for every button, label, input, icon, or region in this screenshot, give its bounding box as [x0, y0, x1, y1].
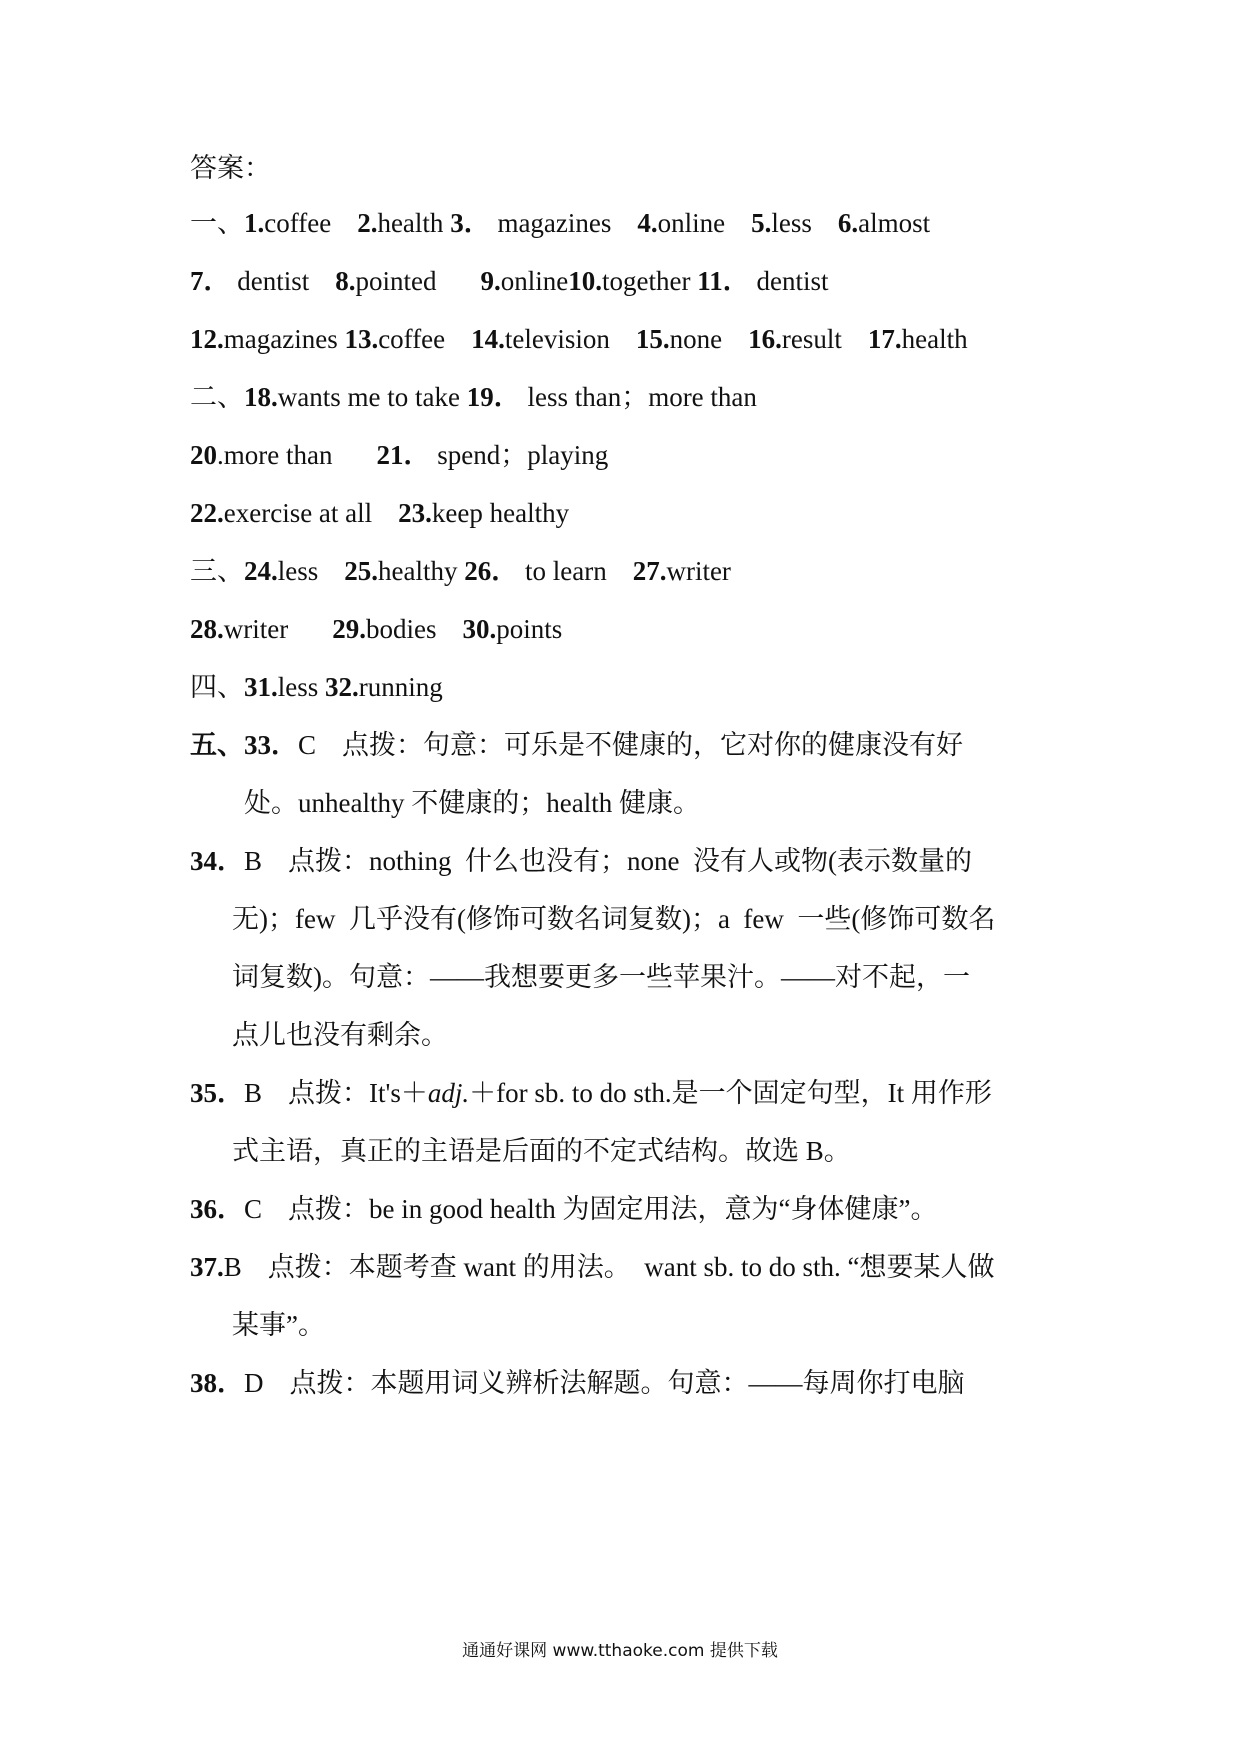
item-number: 4. [637, 208, 658, 238]
question-33-line-1 [190, 725, 963, 765]
item-number: 21． [376, 440, 431, 470]
section-3-line-1 [190, 551, 731, 591]
section-2-line-1 [190, 377, 757, 417]
item-number: 16. [748, 324, 782, 354]
answer: writer [223, 614, 289, 644]
item-number: 7． [190, 266, 231, 296]
explanation: 点拨：本题考查 want 的用法。 want sb. to do sth. “想要某人做 [267, 1252, 995, 1282]
question-38-line-1 [190, 1363, 965, 1403]
item-number: 5. [751, 208, 772, 238]
answer: online [657, 208, 726, 238]
section-1-line-3 [190, 319, 968, 359]
question-36-line-1 [190, 1189, 937, 1229]
item-number: 14. [471, 324, 505, 354]
item-number: 2. [357, 208, 378, 238]
item-number: 22. [190, 498, 224, 528]
item-number: 23. [398, 498, 432, 528]
answer: health [901, 324, 968, 354]
section-label: 三、 [190, 556, 244, 586]
question-34-line-4: 点儿也没有剩余。 [232, 1020, 448, 1050]
section-2-line-2 [190, 435, 608, 475]
answer: wants me to take [277, 382, 460, 412]
item-number: 3． [450, 208, 491, 238]
answer: keep healthy [431, 498, 570, 528]
answer: less [277, 556, 319, 586]
answer: none [669, 324, 723, 354]
explanation: 点拨：nothing 什么也没有；none 没有人或物(表示数量的 [288, 846, 972, 876]
question-34-line-2: 无)；few 几乎没有(修饰可数名词复数)；a few 一些(修饰可数名 [232, 904, 996, 934]
answer: television [504, 324, 610, 354]
item-number: 12. [190, 324, 224, 354]
answer: dentist [237, 266, 310, 296]
item-number: 18. [244, 382, 278, 412]
explanation: 点拨：本题用词义辨析法解题。句意：——每周你打电脑 [289, 1368, 965, 1398]
answer: healthy [378, 556, 458, 586]
question-35-line-2: 式主语，真正的主语是后面的不定式结构。故选 B。 [232, 1136, 851, 1166]
section-1-line-2 [190, 261, 828, 301]
item-number: 10. [568, 266, 602, 296]
item-number: 26． [464, 556, 519, 586]
answer: bodies [365, 614, 437, 644]
item-number: 24. [244, 556, 278, 586]
item-number: 1. [244, 208, 265, 238]
answer-choice: D [244, 1368, 264, 1398]
answer-choice: B [244, 846, 263, 876]
item-number: 27. [632, 556, 667, 586]
item-number: 19． [466, 382, 521, 412]
answer: points [496, 614, 563, 644]
answer: coffee [378, 324, 446, 354]
answer: less than；more than [527, 382, 757, 412]
answer: .more than [217, 440, 333, 470]
answer: together [602, 266, 691, 296]
item-number: 28. [190, 614, 224, 644]
answer: online [500, 266, 569, 296]
item-number: 9. [480, 266, 501, 296]
answer-choice: C [244, 1194, 263, 1224]
answer: to learn [524, 556, 607, 586]
item-number: 29. [332, 614, 366, 644]
answer: writer [666, 556, 731, 586]
answer: spend；playing [437, 440, 609, 470]
answer: health [377, 208, 444, 238]
question-33-line-2: 处。unhealthy 不健康的；health 健康。 [244, 788, 700, 818]
section-label: 二、 [190, 382, 244, 412]
question-35-line-1 [190, 1073, 992, 1113]
section-2-line-3 [190, 493, 569, 533]
item-number: 11． [697, 266, 750, 296]
item-number: 38． [190, 1368, 244, 1398]
answer: almost [858, 208, 931, 238]
section-4-line-1 [190, 667, 443, 707]
explanation: 点拨：It's＋ [288, 1078, 428, 1108]
item-number: 13. [344, 324, 379, 354]
section-1-line-1 [190, 203, 930, 243]
explanation-italic: adj. [427, 1078, 470, 1108]
item-number: 31. [244, 672, 278, 702]
answer: pointed [355, 266, 437, 296]
answer: exercise at all [223, 498, 373, 528]
item-number: 30. [462, 614, 497, 644]
answer: less [277, 672, 319, 702]
section-3-line-2 [190, 609, 562, 649]
item-number: 17. [867, 324, 902, 354]
explanation: ＋for sb. to do sth.是一个固定句型，It 用作形 [469, 1078, 992, 1108]
item-number: 6. [837, 208, 859, 238]
item-number: 36． [190, 1194, 244, 1224]
footer-source: 通通好课网 www.tthaoke.com 提供下载 [462, 1641, 778, 1661]
section-label: 一、 [190, 208, 244, 238]
item-number: 15. [635, 324, 670, 354]
answer: less [771, 208, 812, 238]
question-34-line-1 [190, 841, 972, 881]
item-number: 五、33． [190, 730, 298, 760]
item-number: 34． [190, 846, 244, 876]
question-37-line-2: 某事”。 [232, 1310, 325, 1340]
section-label: 四、 [190, 672, 244, 702]
answer-choice: B [223, 1252, 242, 1282]
answer: magazines [223, 324, 338, 354]
item-number: 35． [190, 1078, 244, 1108]
answer: result [781, 324, 842, 354]
explanation: 点拨：be in good health 为固定用法，意为“身体健康”。 [288, 1194, 938, 1224]
answer: coffee [264, 208, 332, 238]
answer-choice: B [244, 1078, 263, 1108]
question-37-line-1 [190, 1247, 994, 1287]
question-34-line-3: 词复数)。句意：——我想要更多一些苹果汁。——对不起，一 [232, 962, 970, 992]
item-number: 20 [190, 440, 217, 470]
item-number: 32. [325, 672, 359, 702]
answers-heading: 答案： [190, 153, 271, 183]
answer: dentist [756, 266, 829, 296]
answer: magazines [497, 208, 612, 238]
answer-choice: C [298, 730, 317, 760]
item-number: 25. [344, 556, 378, 586]
item-number: 37. [190, 1252, 224, 1282]
item-number: 8. [335, 266, 356, 296]
explanation: 点拨：句意：可乐是不健康的，它对你的健康没有好 [342, 730, 964, 760]
answer: running [358, 672, 443, 702]
